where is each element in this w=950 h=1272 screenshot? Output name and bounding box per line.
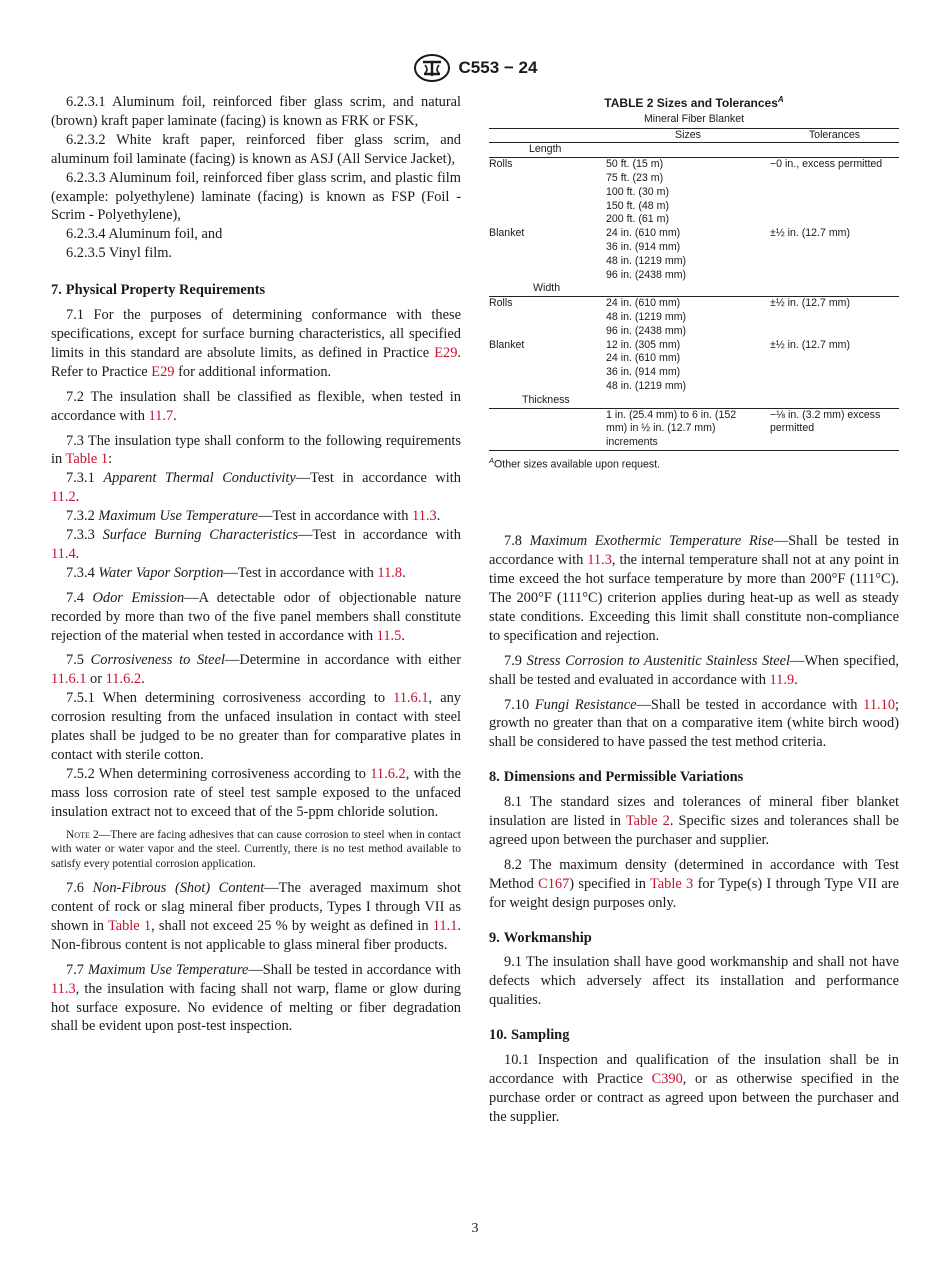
document-code: C553 − 24 xyxy=(458,58,538,77)
column-header-sizes: Sizes xyxy=(606,129,770,143)
section-8-heading: 8. Dimensions and Permissible Variations xyxy=(489,769,744,786)
link-table-1[interactable]: Table 1 xyxy=(65,451,109,468)
link-11-9[interactable]: 11.9 xyxy=(769,671,795,688)
paragraph-7-10: 7.10 Fungi Resistance—Shall be tested in accordance with 11.10; growth no greater than that on a comparative item (white birch wood) shall be considered to have passed the test method criteria. xyxy=(489,696,900,751)
table-row: Rolls 24 in. (610 mm) 48 in. (1219 mm) 96 in. (2438 mm) ±½ in. (12.7 mm) xyxy=(489,297,850,337)
paragraph-7-3-3: 7.3.3 Surface Burning Characteristics—Test in accordance with 11.4. xyxy=(51,527,461,562)
paragraph-7-1: 7.1 For the purposes of determining conformance with these specifications, except for surface burning characteristics, all specified limits in this standard are absolute limits, as defined in Practice E29. Refer to Practice E29 for additional information. xyxy=(51,307,461,380)
table-row: Rolls 50 ft. (15 m) 75 ft. (23 m) 100 ft. (30 m) 150 ft. (48 m) 200 ft. (61 m) −0 in., excess permitted xyxy=(489,158,883,226)
link-e29[interactable]: E29 xyxy=(434,344,458,361)
paragraph-7-3-1: 7.3.1 Apparent Thermal Conductivity—Test in accordance with 11.2. xyxy=(51,470,461,506)
table-header-row xyxy=(489,129,899,143)
section-9-heading: 9. Workmanship xyxy=(489,929,592,946)
paragraph-7-5: 7.5 Corrosiveness to Steel—Determine in accordance with either 11.6.1 or 11.6.2. xyxy=(51,652,461,688)
paragraph-7-4: 7.4 Odor Emission—A detectable odor of objectionable nature recorded by more than two of the five panel members shall constitute rejection of the material when tested in accordance with 11.5. xyxy=(51,589,461,644)
group-row-length: Length xyxy=(489,143,899,158)
paragraph-7-2: 7.2 The insulation shall be classified as flexible, when tested in accordance with 11.7. xyxy=(51,388,461,424)
section-10-heading: 10. Sampling xyxy=(489,1027,570,1044)
paragraph-7-3-2: 7.3.2 Maximum Use Temperature—Test in accordance with 11.3. xyxy=(66,508,441,525)
link-11-3[interactable]: 11.3 xyxy=(51,980,76,997)
link-c167[interactable]: C167 xyxy=(538,875,570,892)
paragraph-6-2-3-4: 6.2.3.4 Aluminum foil, and xyxy=(66,226,223,243)
page-number: 3 xyxy=(471,1221,479,1236)
column-header-tolerances: Tolerances xyxy=(770,129,899,143)
link-11-10[interactable]: 11.10 xyxy=(863,696,896,713)
paragraph-8-2: 8.2 The maximum density (determined in accordance with Test Method C167) specified in Table 3 for Type(s) I through Type VII are for weight design purposes only. xyxy=(489,856,899,911)
paragraph-7-9: 7.9 Stress Corrosion to Austenitic Stainless Steel—When specified, shall be tested and evaluated in accordance with 11.9. xyxy=(489,652,899,688)
group-row-thickness: Thickness xyxy=(489,394,899,408)
sizes-tolerances-table xyxy=(489,129,899,451)
link-11-1[interactable]: 11.1 xyxy=(432,917,458,934)
paragraph-7-7: 7.7 Maximum Use Temperature—Shall be tested in accordance with 11.3, the insulation with facing shall not warp, flame or glow during hot surface exposure. No evidence of melting or fiber degradation shall be evident upon post-test inspection. xyxy=(51,961,461,1035)
paragraph-7-5-2: 7.5.2 When determining corrosiveness according to 11.6.2, with the mass loss corrosion rate of steel test sample exposed to the unfaced insulation extract not to exceed that of the 5-ppm chloride solution. xyxy=(51,765,461,820)
paragraph-7-3: 7.3 The insulation type shall conform to the following requirements in Table 1: xyxy=(51,432,461,468)
page-header xyxy=(0,53,950,83)
link-11-3[interactable]: 11.3 xyxy=(412,508,437,525)
link-11-6-2[interactable]: 11.6.2 xyxy=(105,671,142,688)
table-row: Blanket 24 in. (610 mm) 36 in. (914 mm) 48 in. (1219 mm) 96 in. (2438 mm) ±½ in. (12.7 mm) xyxy=(489,227,850,281)
paragraph-7-3-4: 7.3.4 Water Vapor Sorption—Test in accordance with 11.8. xyxy=(66,564,406,581)
link-table-1[interactable]: Table 1 xyxy=(107,917,152,934)
section-7-heading: 7. Physical Property Requirements xyxy=(51,282,266,299)
link-11-6-1[interactable]: 11.6.1 xyxy=(393,690,429,707)
link-11-4[interactable]: 11.4 xyxy=(51,545,76,562)
paragraph-6-2-3-1: 6.2.3.1 Aluminum foil, reinforced fiber glass scrim, and natural (brown) kraft paper laminate (facing) is known as FRK or FSK, xyxy=(51,94,461,129)
table-row: 1 in. (25.4 mm) to 6 in. (152 mm) in ½ in. (12.7 mm) increments −⅛ in. (3.2 mm) excess permitted xyxy=(489,408,899,450)
paragraph-6-2-3-2: 6.2.3.2 White kraft paper, reinforced fiber glass scrim, and aluminum foil laminate (facing) is known as ASJ (All Service Jacket), xyxy=(51,131,461,167)
link-11-6-2[interactable]: 11.6.2 xyxy=(370,765,406,782)
paragraph-7-8: 7.8 Maximum Exothermic Temperature Rise—Shall be tested in accordance with 11.3, the internal temperature shall not at any point in time exceed the hot surface temperature by more than 200°F (111°C). The 200°F (111°C) criterion applies during heat-up as well as steady state conditions. Exceeding this limit shall constitute non-compliance to specification and rejection. xyxy=(489,533,899,644)
note-2: Note 2—There are facing adhesives that can cause corrosion to steel when in contact with water or water vapor and the steel. Currently, there is no test method available to satisfy every potential corrosion application. xyxy=(51,828,461,870)
left-column xyxy=(51,93,461,1036)
paragraph-6-2-3-5: 6.2.3.5 Vinyl film. xyxy=(66,245,173,262)
table-2-caption: TABLE 2 Sizes and Tolerances$^A$ xyxy=(604,95,784,110)
table-2-footnote: $^A$Other sizes available upon request. xyxy=(489,455,661,471)
link-11-7[interactable]: 11.7 xyxy=(148,407,174,424)
paragraph-10-1: 10.1 Inspection and qualification of the insulation shall be in accordance with Practice C390, or as otherwise specified in the purchase order or contract as agreed upon between the purchaser and the supplier. xyxy=(489,1052,899,1125)
paragraph-8-1: 8.1 The standard sizes and tolerances of mineral fiber blanket insulation are listed in Table 2. Specific sizes and tolerances shall be agreed upon between the purchaser and supplier. xyxy=(489,794,899,848)
link-table-3[interactable]: Table 3 xyxy=(649,875,694,892)
link-11-3[interactable]: 11.3 xyxy=(587,552,612,569)
link-e29[interactable]: E29 xyxy=(151,363,175,380)
table-2 xyxy=(489,93,899,472)
paragraph-9-1: 9.1 The insulation shall have good workmanship and shall not have defects which adversely affect its installation and performance qualities. xyxy=(489,954,899,1009)
link-11-5[interactable]: 11.5 xyxy=(376,627,402,644)
table-row: Blanket 12 in. (305 mm) 24 in. (610 mm) 36 in. (914 mm) 48 in. (1219 mm) ±½ in. (12.7 mm) xyxy=(489,338,850,392)
paragraph-6-2-3-3: 6.2.3.3 Aluminum foil, reinforced fiber glass scrim, and plastic film (example: polyethylene) laminate (facing) is known as FSP (Foil - Scrim - Polyethylene), xyxy=(51,169,461,224)
link-11-8[interactable]: 11.8 xyxy=(377,564,403,581)
link-table-2[interactable]: Table 2 xyxy=(625,813,670,830)
astm-logo-icon xyxy=(413,53,451,83)
table-2-subtitle: Mineral Fiber Blanket xyxy=(489,113,899,129)
link-c390[interactable]: C390 xyxy=(651,1071,683,1087)
right-column xyxy=(489,93,899,1127)
paragraph-7-6: 7.6 Non-Fibrous (Shot) Content—The averaged maximum shot content of rock or slag mineral fiber products, Types I through VII as shown in Table 1, shall not exceed 25 % by weight as defined in 11.1. Non-fibrous content is not applicable to glass mineral fiber products. xyxy=(51,880,461,953)
paragraph-7-5-1: 7.5.1 When determining corrosiveness according to 11.6.1, any corrosion resulting from the unfaced insulation in contact with steel plates shall be judged to be no greater than for comparative plates in contact with sterile cotton. xyxy=(51,690,461,763)
link-11-2[interactable]: 11.2 xyxy=(51,489,76,506)
link-11-6-1[interactable]: 11.6.1 xyxy=(51,671,87,688)
group-row-width: Width xyxy=(489,282,899,296)
